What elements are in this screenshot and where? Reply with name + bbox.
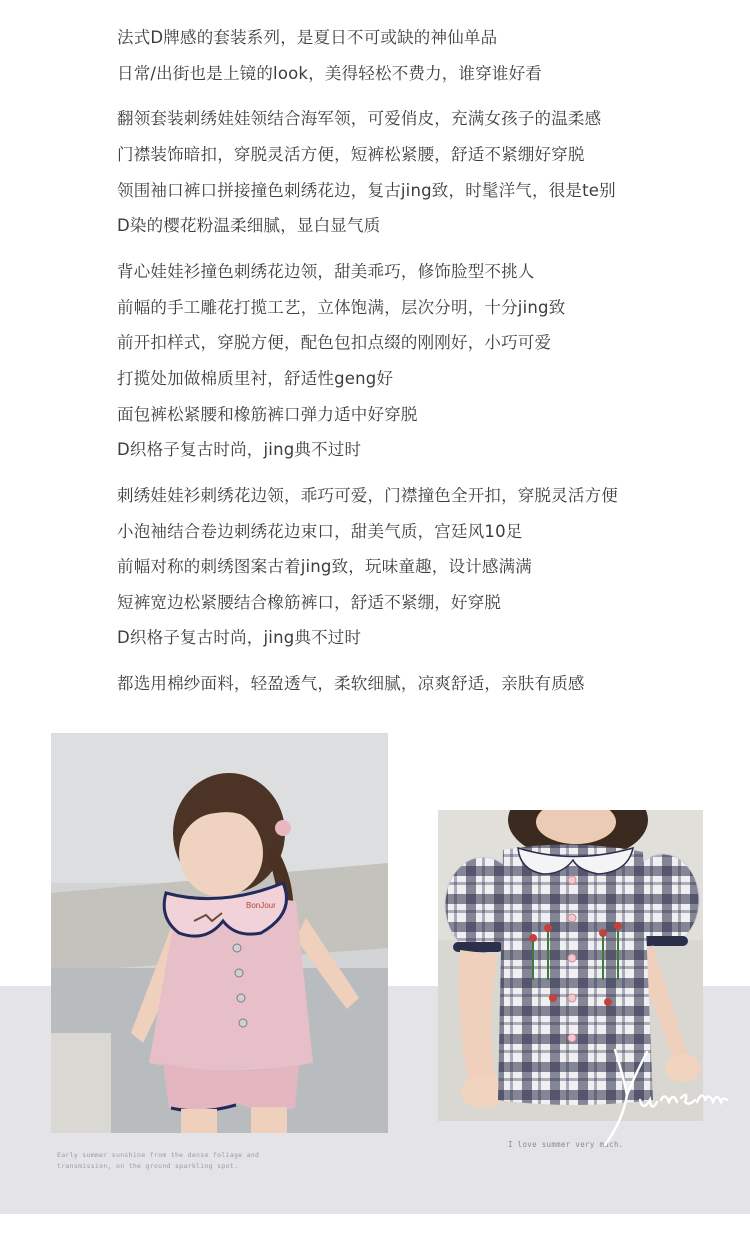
text-line: 前幅对称的刺绣图案古着jing致，玩味童趣，设计感满满: [117, 557, 532, 576]
text-line: 小泡袖结合卷边刺绣花边束口，甜美气质，宫廷风10足: [117, 522, 523, 541]
text-line: 门襟装饰暗扣，穿脱灵活方便，短裤松紧腰，舒适不紧绷好穿脱: [117, 145, 585, 164]
highlighted-text-line: 刺绣娃娃衫刺绣花边领，乖巧可爱，门襟撞色全开扣，穿脱灵活方便: [117, 484, 618, 508]
text-line: 前开扣样式，穿脱方便，配色包扣点缀的刚刚好，小巧可爱: [117, 333, 552, 352]
text-line: D织格子复古时尚，jing典不过时: [117, 440, 362, 459]
text-line: 日常/出街也是上镜的look，美得轻松不费力，谁穿谁好看: [117, 64, 542, 83]
highlighted-text-line: 背心娃娃衫撞色刺绣花边领，甜美乖巧，修饰脸型不挑人: [117, 260, 535, 284]
text-line: 面包裤松紧腰和橡筋裤口弹力适中好穿脱: [117, 405, 418, 424]
text-line: 前幅的手工雕花打揽工艺，立体饱满，层次分明，十分jing致: [117, 298, 566, 317]
text-line: D染的樱花粉温柔细腻，显白显气质: [117, 216, 381, 235]
svg-text:BonJour: BonJour: [246, 901, 276, 910]
left-photo-caption: Early summer sunshine from the dense foliage and transmission, on the ground sparkling spot.: [57, 1151, 260, 1170]
text-line: D织格子复古时尚，jing典不过时: [117, 628, 362, 647]
pink-outfit-photo: [51, 733, 388, 1133]
text-line: 短裤宽边松紧腰结合橡筋裤口，舒适不紧绷，好穿脱: [117, 593, 502, 612]
text-line: 打揽处加做棉质里衬，舒适性geng好: [117, 369, 394, 388]
pink-outfit-illustration: [51, 733, 388, 1133]
right-photo-caption: I love summer very much.: [508, 1140, 624, 1149]
highlighted-text-line: 翻领套装刺绣娃娃领结合海军领，可爱俏皮，充满女孩子的温柔感: [117, 107, 601, 131]
highlighted-text-line: 都选用棉纱面料，轻盈透气，柔软细腻，凉爽舒适，亲肤有质感: [117, 672, 585, 696]
text-line: 领围袖口裤口拼接撞色刺绣花边，复古jing致，时髦洋气，很是te别: [117, 181, 616, 200]
text-line: 法式D牌感的套装系列，是夏日不可或缺的神仙单品: [117, 28, 498, 47]
signature-logo: [585, 1040, 735, 1150]
